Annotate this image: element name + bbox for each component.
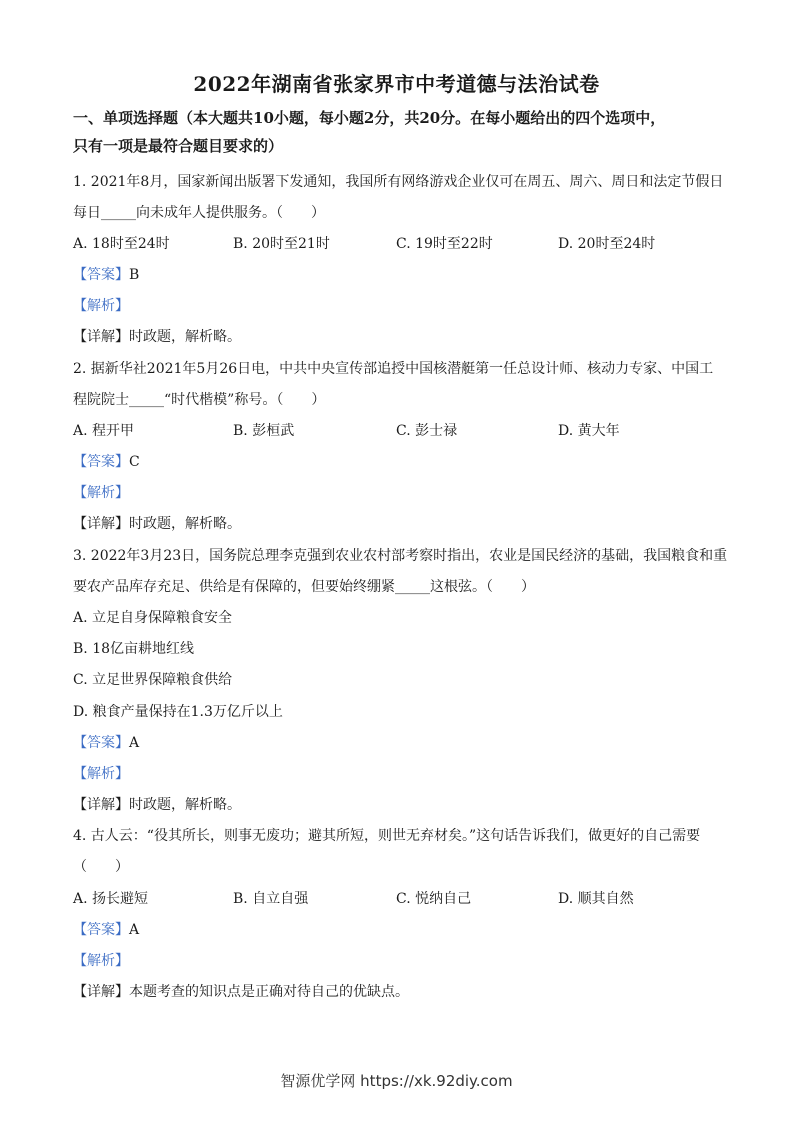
q2-option-d: D. 黄大年: [558, 423, 620, 439]
q3-stem-line-2: 要农产品库存充足、供给是有保障的，但要始终绷紧_____这根弦。（ ）: [73, 579, 535, 595]
answer-label: 【答案】: [73, 735, 129, 751]
page-title: 2022年湖南省张家界市中考道德与法治试卷: [193, 72, 600, 96]
q2-stem-line-1: 2. 据新华社2021年5月26日电，中共中央宣传部追授中国核潜艇第一任总设计师、核动力专家、中国工: [73, 361, 714, 377]
detail-label: 【详解】: [73, 329, 129, 345]
q3-stem-line-1: 3. 2022年3月23日，国务院总理李克强到农业农村部考察时指出，农业是国民经济的基础，我国粮食和重: [73, 548, 728, 564]
q4-option-b: B. 自立自强: [233, 891, 309, 907]
q3-detail-text: 时政题，解析略。: [129, 797, 241, 813]
analysis-label: 【解析】: [73, 298, 129, 314]
q4-detail-text: 本题考查的知识点是正确对待自己的优缺点。: [129, 984, 409, 1000]
section-heading-line-1: 一、单项选择题（本大题共10小题，每小题2分，共20分。在每小题给出的四个选项中，: [73, 109, 666, 127]
q2-detail: [73, 514, 241, 534]
q1-detail-text: 时政题，解析略。: [129, 329, 241, 345]
detail-label: 【详解】: [73, 516, 129, 532]
q3-option-a: A. 立足自身保障粮食安全: [73, 610, 233, 626]
q2-answer-value: C: [129, 454, 140, 470]
q3-answer-value: A: [129, 735, 140, 751]
analysis-label: 【解析】: [73, 953, 129, 969]
q1-answer-value: B: [129, 267, 140, 283]
q1-analysis: [73, 296, 129, 316]
q1-detail: [73, 327, 241, 347]
q4-answer: [73, 920, 139, 940]
q2-analysis: [73, 483, 129, 503]
q3-detail: [73, 795, 241, 815]
section-heading: [73, 104, 723, 160]
q4-stem-line-2: （ ）: [73, 859, 129, 875]
q4-detail: [73, 982, 409, 1002]
answer-label: 【答案】: [73, 454, 129, 470]
q3-answer: [73, 733, 139, 753]
q3-analysis: [73, 764, 129, 784]
detail-label: 【详解】: [73, 984, 129, 1000]
q1-option-d: D. 20时至24时: [558, 236, 656, 252]
q4-analysis: [73, 951, 129, 971]
q2-option-c: C. 彭士禄: [396, 423, 458, 439]
q2-option-a: A. 程开甲: [73, 423, 135, 439]
q1-stem-line-2: 每日_____向未成年人提供服务。（ ）: [73, 205, 325, 221]
analysis-label: 【解析】: [73, 485, 129, 501]
q4-stem-line-1: 4. 古人云：“役其所长，则事无废功；避其所短，则世无弃材矣。”这句话告诉我们，做更好的自己需要: [73, 828, 701, 844]
q1-answer: [73, 265, 139, 285]
q4-option-c: C. 悦纳自己: [396, 891, 472, 907]
q4-answer-value: A: [129, 922, 140, 938]
q2-option-b: B. 彭桓武: [233, 423, 295, 439]
answer-label: 【答案】: [73, 922, 129, 938]
q1-option-b: B. 20时至21时: [233, 236, 330, 252]
q1-option-a: A. 18时至24时: [73, 236, 170, 252]
analysis-label: 【解析】: [73, 766, 129, 782]
answer-label: 【答案】: [73, 267, 129, 283]
q2-stem-line-2: 程院院士_____“时代楷模”称号。（ ）: [73, 392, 326, 408]
q2-answer: [73, 452, 140, 472]
detail-label: 【详解】: [73, 797, 129, 813]
footer-watermark: 智源优学网 https://xk.92diy.com: [280, 1072, 513, 1090]
q3-option-d: D. 粮食产量保持在1.3万亿斤以上: [73, 704, 283, 720]
q3-option-b: B. 18亿亩耕地红线: [73, 641, 195, 657]
section-heading-line-2: 只有一项是最符合题目要求的）: [73, 137, 284, 155]
q2-detail-text: 时政题，解析略。: [129, 516, 241, 532]
q3-option-c: C. 立足世界保障粮食供给: [73, 672, 233, 688]
q1-option-c: C. 19时至22时: [396, 236, 493, 252]
q1-stem-line-1: 1. 2021年8月，国家新闻出版署下发通知，我国所有网络游戏企业仅可在周五、周六、周日和法定节假日: [73, 174, 724, 190]
q4-option-a: A. 扬长避短: [73, 891, 149, 907]
q4-option-d: D. 顺其自然: [558, 891, 634, 907]
